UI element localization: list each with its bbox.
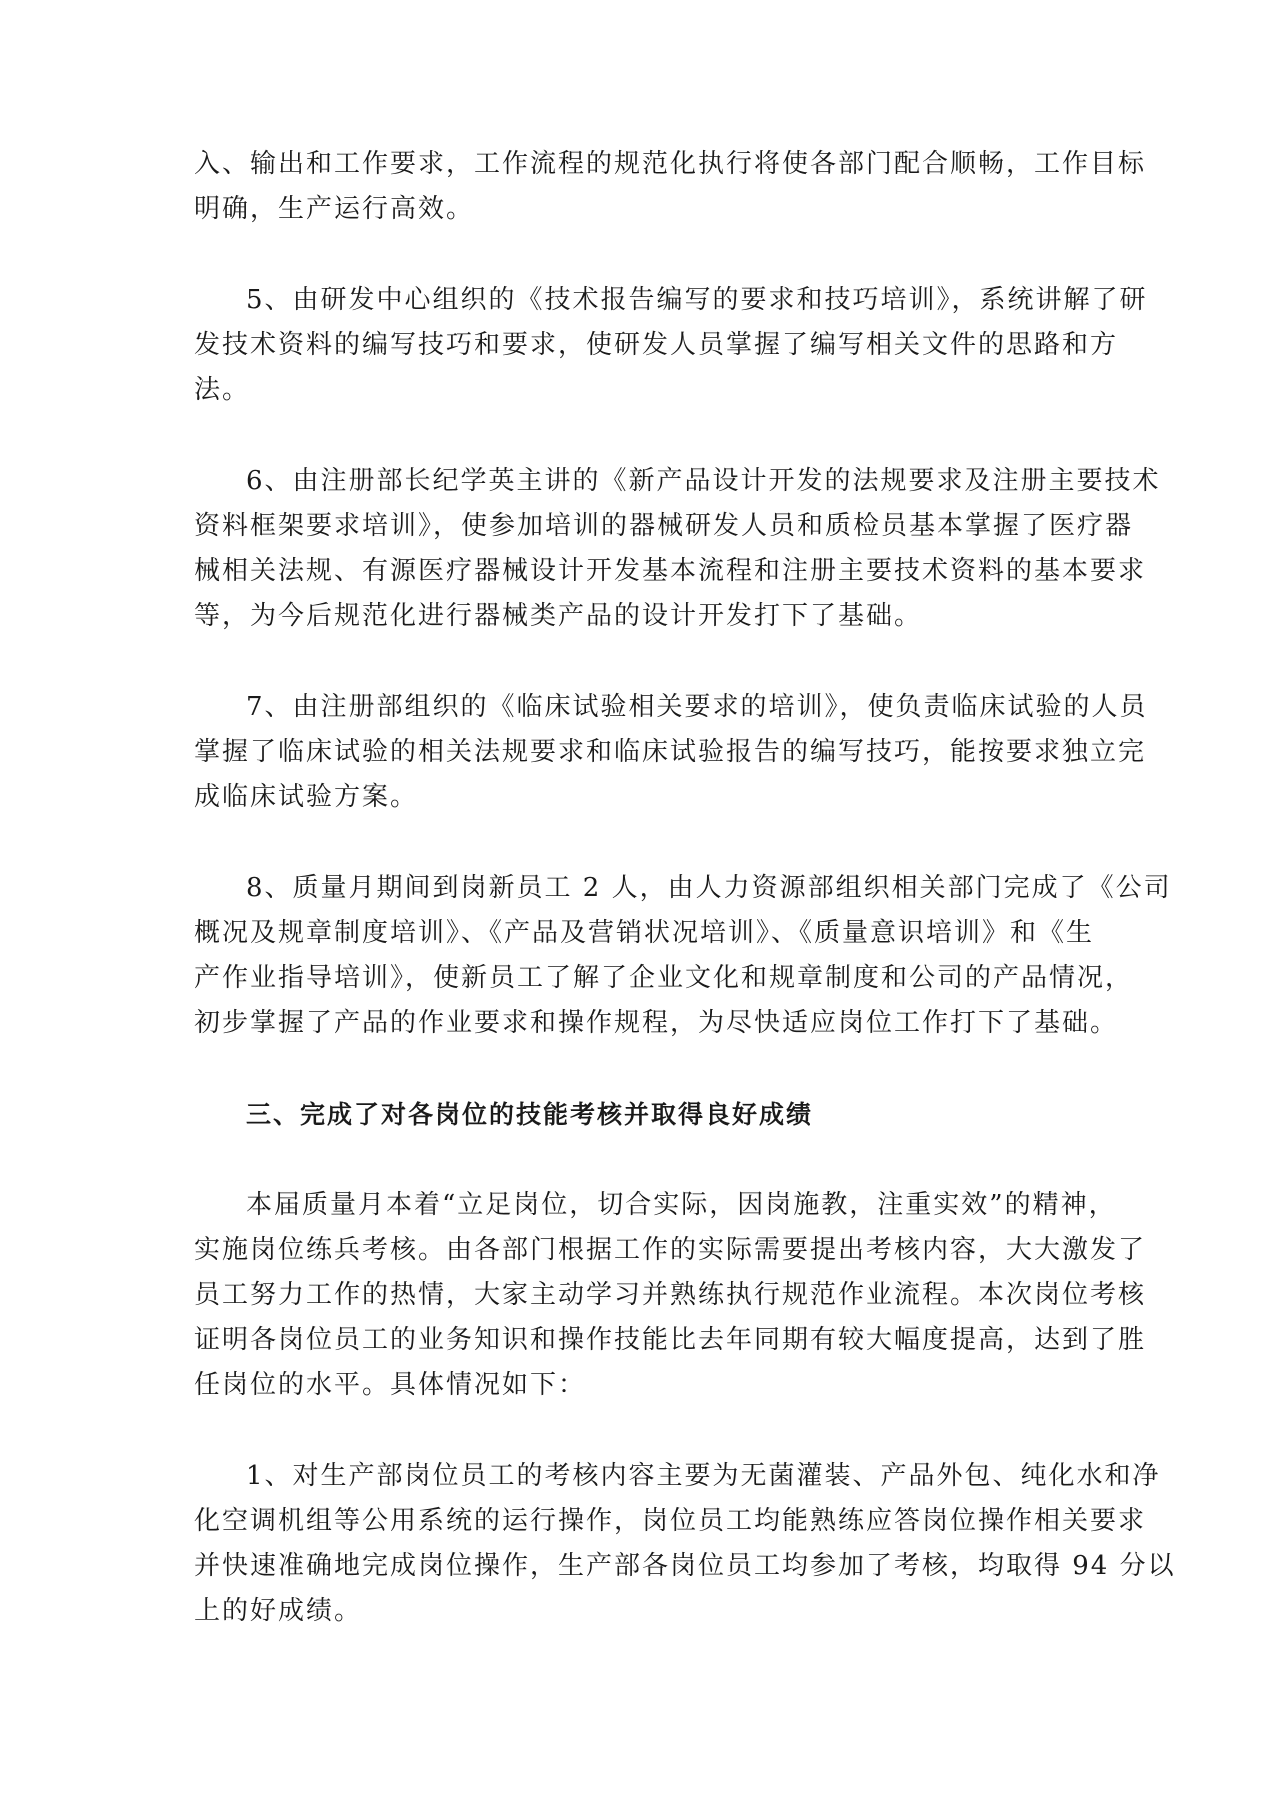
text-line: 入、输出和工作要求，工作流程的规范化执行将使各部门配合顺畅，工作目标: [194, 149, 1147, 179]
paragraph-continuation: [194, 142, 1147, 232]
text-line: 实施岗位练兵考核。由各部门根据工作的实际需要提出考核内容，大大激发了: [194, 1235, 1147, 1265]
text-line: 发技术资料的编写技巧和要求，使研发人员掌握了编写相关文件的思路和方: [194, 330, 1119, 360]
text-line: 证明各岗位员工的业务知识和操作技能比去年同期有较大幅度提高，达到了胜: [194, 1325, 1147, 1355]
paragraph-item-1: [194, 1454, 1176, 1634]
text-line: 1、对生产部岗位员工的考核内容主要为无菌灌装、产品外包、纯化水和净: [246, 1461, 1161, 1491]
text-line: 6、由注册部长纪学英主讲的《新产品设计开发的法规要求及注册主要技术: [246, 466, 1161, 496]
text-line: 本届质量月本着“立足岗位，切合实际，因岗施教，注重实效”的精神，: [246, 1190, 1117, 1220]
text-line: 资料框架要求培训》，使参加培训的器械研发人员和质检员基本掌握了医疗器: [194, 511, 1134, 541]
text-line: 初步掌握了产品的作业要求和操作规程，为尽快适应岗位工作打下了基础。: [194, 1008, 1119, 1038]
text-line: 5、由研发中心组织的《技术报告编写的要求和技巧培训》，系统讲解了研: [246, 285, 1148, 315]
text-line: 产作业指导培训》，使新员工了解了企业文化和规章制度和公司的产品情况，: [194, 963, 1134, 993]
text-line: 掌握了临床试验的相关法规要求和临床试验报告的编写技巧，能按要求独立完: [194, 737, 1147, 767]
text-line: 上的好成绩。: [194, 1596, 363, 1626]
text-line: 成临床试验方案。: [194, 782, 419, 812]
section-heading: 三、完成了对各岗位的技能考核并取得良好成绩: [246, 1100, 814, 1129]
paragraph-item-8: [194, 866, 1172, 1046]
text-line: 8、质量月期间到岗新员工 2 人，由人力资源部组织相关部门完成了《公司: [246, 873, 1172, 903]
document-page: [194, 142, 1176, 1680]
text-line: 并快速准确地完成岗位操作，生产部各岗位员工均参加了考核，均取得 94 分以: [194, 1551, 1176, 1581]
text-line: 化空调机组等公用系统的运行操作，岗位员工均能熟练应答岗位操作相关要求: [194, 1506, 1147, 1536]
paragraph-item-6: [194, 459, 1161, 639]
text-line: 械相关法规、有源医疗器械设计开发基本流程和注册主要技术资料的基本要求: [194, 556, 1147, 586]
text-line: 任岗位的水平。具体情况如下：: [194, 1370, 587, 1400]
paragraph-item-7: [194, 685, 1148, 820]
text-line: 7、由注册部组织的《临床试验相关要求的培训》，使负责临床试验的人员: [246, 692, 1148, 722]
paragraph-item-5: [194, 278, 1148, 413]
text-line: 明确，生产运行高效。: [194, 194, 475, 224]
text-line: 等，为今后规范化进行器械类产品的设计开发打下了基础。: [194, 601, 923, 631]
paragraph-intro: [194, 1183, 1147, 1408]
text-line: 员工努力工作的热情，大家主动学习并熟练执行规范作业流程。本次岗位考核: [194, 1280, 1147, 1310]
text-line: 法。: [194, 375, 251, 405]
text-line: 概况及规章制度培训》、《产品及营销状况培训》、《质量意识培训》和《生: [194, 918, 1095, 948]
